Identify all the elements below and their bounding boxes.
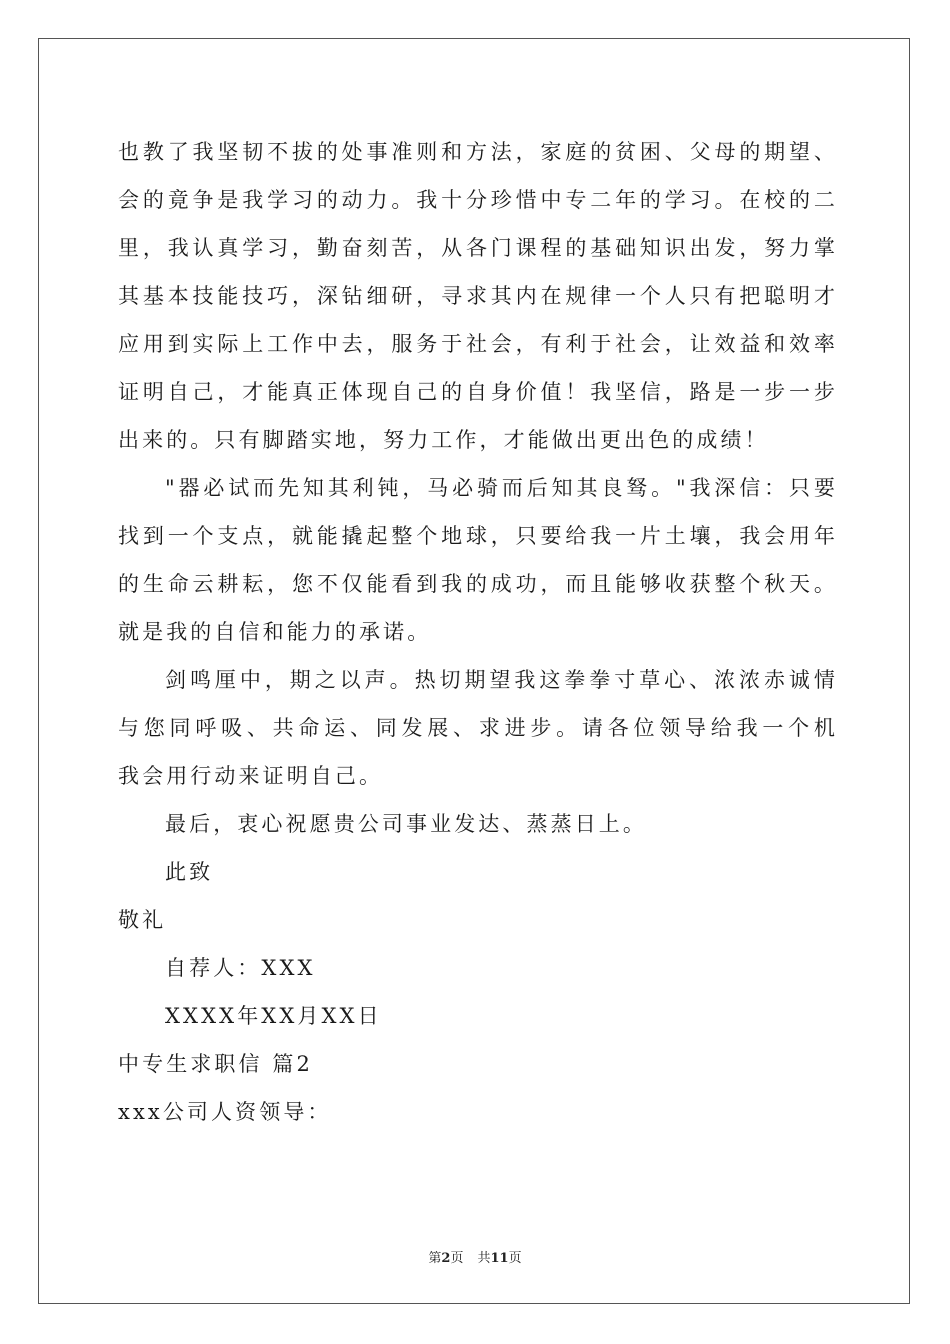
salutation-jingli: 敬礼 — [118, 908, 167, 932]
text-line: "器必试而先知其利钝，马必骑而后知其良驽。"我深信：只要 — [165, 476, 838, 500]
text-line: 其基本技能技巧，深钻细研，寻求其内在规律一个人只有把聪明才 — [118, 284, 838, 308]
text-line: 会的竟争是我学习的动力。我十分珍惜中专二年的学习。在校的二 — [118, 188, 838, 212]
text-line: 的生命云耕耘，您不仅能看到我的成功，而且能够收获整个秋天。 — [118, 572, 838, 596]
page-footer — [0, 1247, 950, 1266]
text-line: 剑鸣厘中，期之以声。热切期望我这拳拳寸草心、浓浓赤诚情 — [165, 668, 838, 692]
text-line: 里，我认真学习，勤奋刻苦，从各门课程的基础知识出发，努力掌 — [118, 236, 838, 260]
text-line: 我会用行动来证明自己。 — [118, 764, 384, 788]
text-line: 证明自己，才能真正体现自己的自身价值！我坚信，路是一步一步 — [118, 380, 838, 404]
text-line: 应用到实际上工作中去，服务于社会，有利于社会，让效益和效率 — [118, 332, 838, 356]
closing-wish: 最后，衷心祝愿贵公司事业发达、蒸蒸日上。 — [165, 812, 647, 836]
footer-total-suffix: 页 — [508, 1251, 522, 1266]
footer-total-prefix: 共 — [477, 1251, 491, 1266]
text-line: 就是我的自信和能力的承诺。 — [118, 620, 432, 644]
document-body — [118, 128, 838, 1136]
salutation-cizhi: 此致 — [165, 860, 214, 884]
text-line: 出来的。只有脚踏实地，努力工作，才能做出更出色的成绩！ — [118, 428, 769, 452]
paragraph — [118, 128, 838, 464]
text-line: 找到一个支点，就能撬起整个地球，只要给我一片土壤，我会用年 — [118, 524, 838, 548]
signature: 自荐人：XXX — [165, 956, 316, 980]
footer-total-pages: 11 — [490, 1251, 509, 1266]
date: XXXX年XX月XX日 — [165, 1004, 382, 1028]
footer-page-prefix: 第 — [428, 1251, 442, 1266]
paragraph — [118, 656, 838, 800]
section-heading: 中专生求职信 篇2 — [118, 1052, 313, 1076]
footer-page-number: 2 — [441, 1251, 451, 1266]
text-line: 与您同呼吸、共命运、同发展、求进步。请各位领导给我一个机 — [118, 716, 838, 740]
letter-greeting: xxx公司人资领导： — [118, 1100, 332, 1124]
paragraph — [118, 464, 838, 656]
footer-page-suffix: 页 — [450, 1251, 464, 1266]
text-line: 也教了我坚韧不拔的处事准则和方法，家庭的贫困、父母的期望、 — [118, 140, 838, 164]
